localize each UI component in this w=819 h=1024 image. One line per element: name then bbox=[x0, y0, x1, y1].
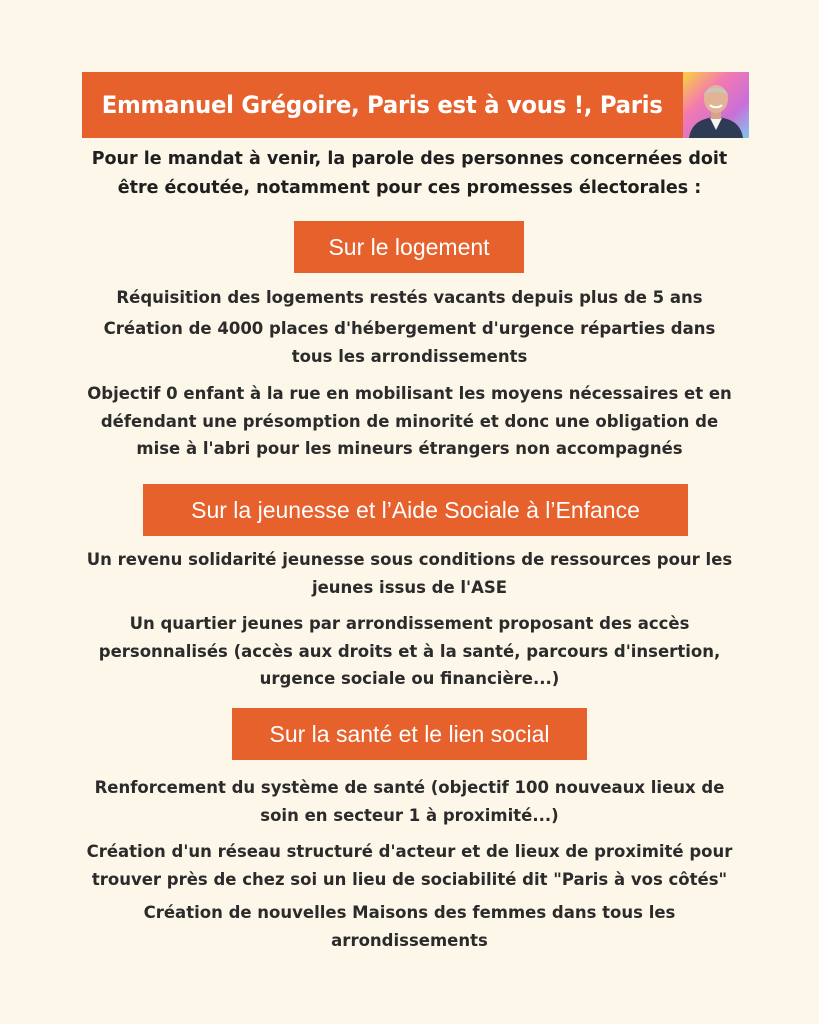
list-item bbox=[60, 284, 759, 312]
intro-line: être écoutée, notamment pour ces promesses électorales : bbox=[117, 178, 702, 198]
intro-text bbox=[60, 145, 759, 203]
item-line: défendant une présomption de minorité et donc une obligation de bbox=[100, 411, 719, 431]
page-title: Emmanuel Grégoire, Paris est à vous !, Paris bbox=[102, 91, 663, 119]
list-item bbox=[60, 380, 759, 463]
list-item bbox=[60, 546, 759, 601]
item-line: urgence sociale ou financière...) bbox=[259, 669, 560, 688]
item-line: tous les arrondissements bbox=[291, 346, 528, 366]
list-item bbox=[60, 899, 759, 954]
item-line: jeunes issus de l'ASE bbox=[311, 577, 508, 597]
item-line: Un quartier jeunes par arrondissement proposant des accès bbox=[129, 614, 690, 633]
list-item bbox=[60, 838, 759, 893]
candidate-portrait bbox=[683, 72, 749, 138]
item-line: Création de nouvelles Maisons des femmes dans tous les bbox=[143, 903, 676, 922]
list-item bbox=[60, 610, 759, 693]
item-line: soin en secteur 1 à proximité...) bbox=[260, 805, 559, 825]
item-line: Création d'un réseau structuré d'acteur et de lieux de proximité pour bbox=[86, 842, 733, 861]
item-line: Renforcement du système de santé (objectif 100 nouveaux lieux de bbox=[94, 778, 725, 797]
section-heading-logement bbox=[294, 221, 524, 273]
item-line: Un revenu solidarité jeunesse sous conditions de ressources pour les bbox=[86, 550, 733, 569]
item-line: trouver près de chez soi un lieu de sociabilité dit "Paris à vos côtés" bbox=[91, 869, 728, 889]
intro-line: Pour le mandat à venir, la parole des personnes concernées doit bbox=[91, 149, 728, 169]
section-heading-label: Sur la jeunesse et l’Aide Sociale à l’Enfance bbox=[191, 496, 640, 523]
item-line: arrondissements bbox=[331, 930, 488, 950]
item-line: personnalisés (accès aux droits et à la santé, parcours d'insertion, bbox=[98, 641, 721, 661]
item-line: Création de 4000 places d'hébergement d'urgence réparties dans bbox=[103, 319, 716, 338]
section-heading-jeunesse bbox=[143, 484, 688, 536]
item-line: Objectif 0 enfant à la rue en mobilisant les moyens nécessaires et en bbox=[87, 384, 732, 403]
item-line: Réquisition des logements restés vacants depuis plus de 5 ans bbox=[116, 288, 703, 307]
section-heading-sante bbox=[232, 708, 587, 760]
section-heading-label: Sur la santé et le lien social bbox=[269, 720, 550, 747]
item-line: mise à l'abri pour les mineurs étrangers non accompagnés bbox=[136, 439, 683, 458]
list-item bbox=[60, 315, 759, 370]
section-heading-label: Sur le logement bbox=[328, 233, 490, 260]
list-item bbox=[60, 774, 759, 829]
header-banner bbox=[82, 72, 683, 138]
